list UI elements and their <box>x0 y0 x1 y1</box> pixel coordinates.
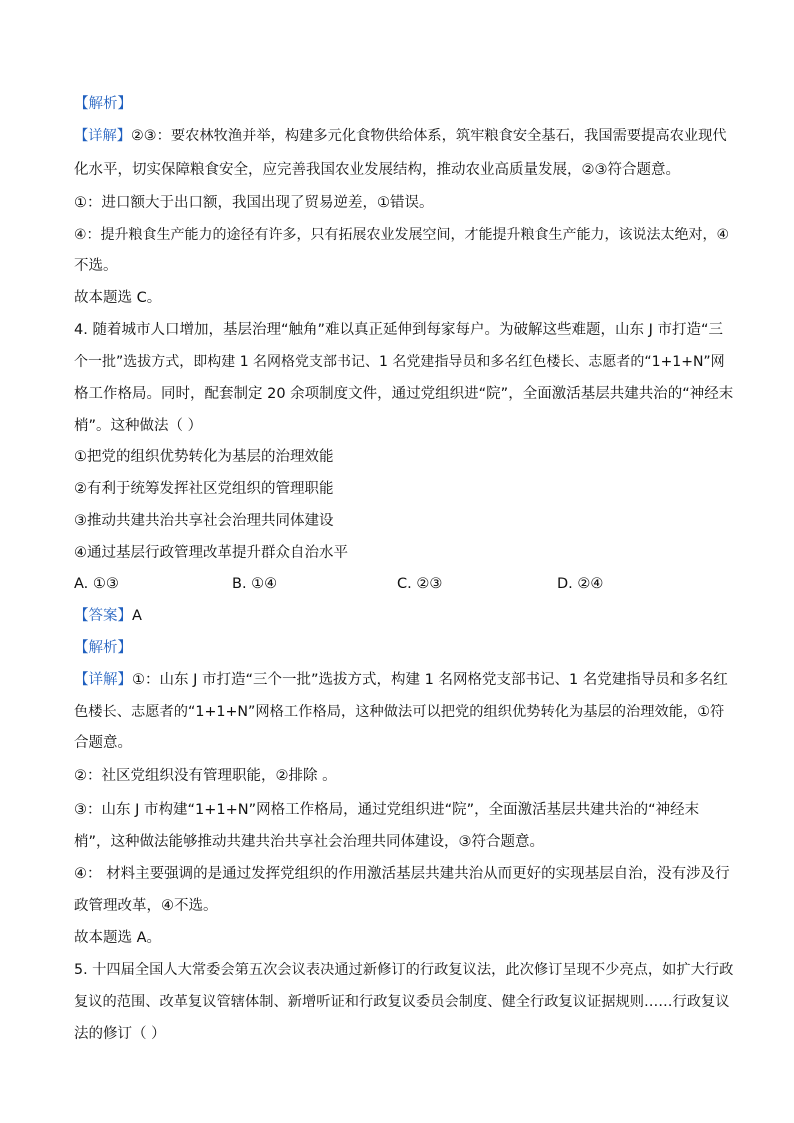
q4-statement-1: ①把党的组织优势转化为基层的治理效能 <box>74 449 334 465</box>
q4-statement-4: ④通过基层行政管理改革提升群众自治水平 <box>74 545 348 561</box>
q4-detail-tag: 【详解】 <box>74 672 132 688</box>
q4-explain-6: 梢”，这种做法能够推动共建共治共享社会治理共同体建设，③符合题意。 <box>74 834 545 850</box>
detail-tag: 【详解】 <box>74 128 132 144</box>
q4-stem-4: 梢”。这种做法（ ） <box>74 418 203 434</box>
q4-stem-2: 个一批”选拔方式，即构建 1 名网格党支部书记、1 名党建指导员和多名红色楼长、志愿者的“1+1+N”网 <box>74 354 725 370</box>
q4-answer <box>74 606 724 626</box>
answer-tag: 【答案】 <box>74 608 132 624</box>
q4-statement-2: ②有利于统筹发挥社区党组织的管理职能 <box>74 481 334 497</box>
q4-analysis-tag: 【解析】 <box>74 640 132 656</box>
q4-explain-3: 合题意。 <box>74 735 132 751</box>
q4-explain-5: ③：山东 J 市构建“1+1+N”网格工作格局，通过党组织进“院”，全面激活基层共建共治的“神经末 <box>74 802 700 818</box>
q5-stem-3: 法的修订（ ） <box>74 1026 166 1042</box>
q4-option-d: D. ②④ <box>557 576 604 592</box>
q4-explain-4: ②：社区党组织没有管理职能，②排除 。 <box>74 768 337 784</box>
answer-value: A <box>132 608 142 624</box>
q4-stem-1: 4. 随着城市人口增加，基层治理“触角”难以真正延伸到每家每户。为破解这些难题，山东 J 市打造“三 <box>74 322 723 338</box>
q4-stem-3: 格工作格局。同时，配套制定 20 余项制度文件，通过党组织进“院”，全面激活基层共建共治的“神经末 <box>74 386 734 402</box>
analysis-tag: 【解析】 <box>74 96 132 112</box>
detail-line-5: 不选。 <box>74 258 118 274</box>
q4-statement-3: ③推动共建共治共享社会治理共同体建设 <box>74 513 334 529</box>
q4-conclusion: 故本题选 A。 <box>74 930 162 946</box>
detail-line-4: ④：提升粮食生产能力的途径有许多，只有拓展农业发展空间，才能提升粮食生产能力，该说法太绝对，④ <box>74 227 730 243</box>
detail-line-1: 【详解】②③：要农林牧渔并举，构建多元化食物供给体系，筑牢粮食安全基石，我国需要提高农业现代 <box>74 128 727 144</box>
q4-option-a: A. ①③ <box>74 576 119 592</box>
q4-option-c: C. ②③ <box>397 576 443 592</box>
q4-explain-1: 【详解】①：山东 J 市打造“三个一批”选拔方式，构建 1 名网格党支部书记、1 名党建指导员和多名红 <box>74 672 728 688</box>
q4-explain-7: ④： 材料主要强调的是通过发挥党组织的作用激活基层共建共治从而更好的实现基层自治，没有涉及行 <box>74 866 730 882</box>
q4-explain-2: 色楼长、志愿者的“1+1+N”网格工作格局，这种做法可以把党的组织优势转化为基层的治理效能，①符 <box>74 704 725 720</box>
q4-explain-8: 政管理改革，④不选。 <box>74 898 218 914</box>
conclusion-line: 故本题选 C。 <box>74 290 162 306</box>
detail-line-3: ①：进口额大于出口额，我国出现了贸易逆差，①错误。 <box>74 195 434 211</box>
q5-stem-2: 复议的范围、改革复议管辖体制、新增听证和行政复议委员会制度、健全行政复议证据规则……行政复议 <box>74 994 730 1010</box>
q5-stem-1: 5. 十四届全国人大常委会第五次会议表决通过新修订的行政复议法，此次修订呈现不少亮点，如扩大行政 <box>74 962 734 978</box>
q4-option-b: B. ①④ <box>232 576 278 592</box>
detail-line-2: 化水平，切实保障粮食安全，应完善我国农业发展结构，推动农业高质量发展，②③符合题意。 <box>74 162 680 178</box>
